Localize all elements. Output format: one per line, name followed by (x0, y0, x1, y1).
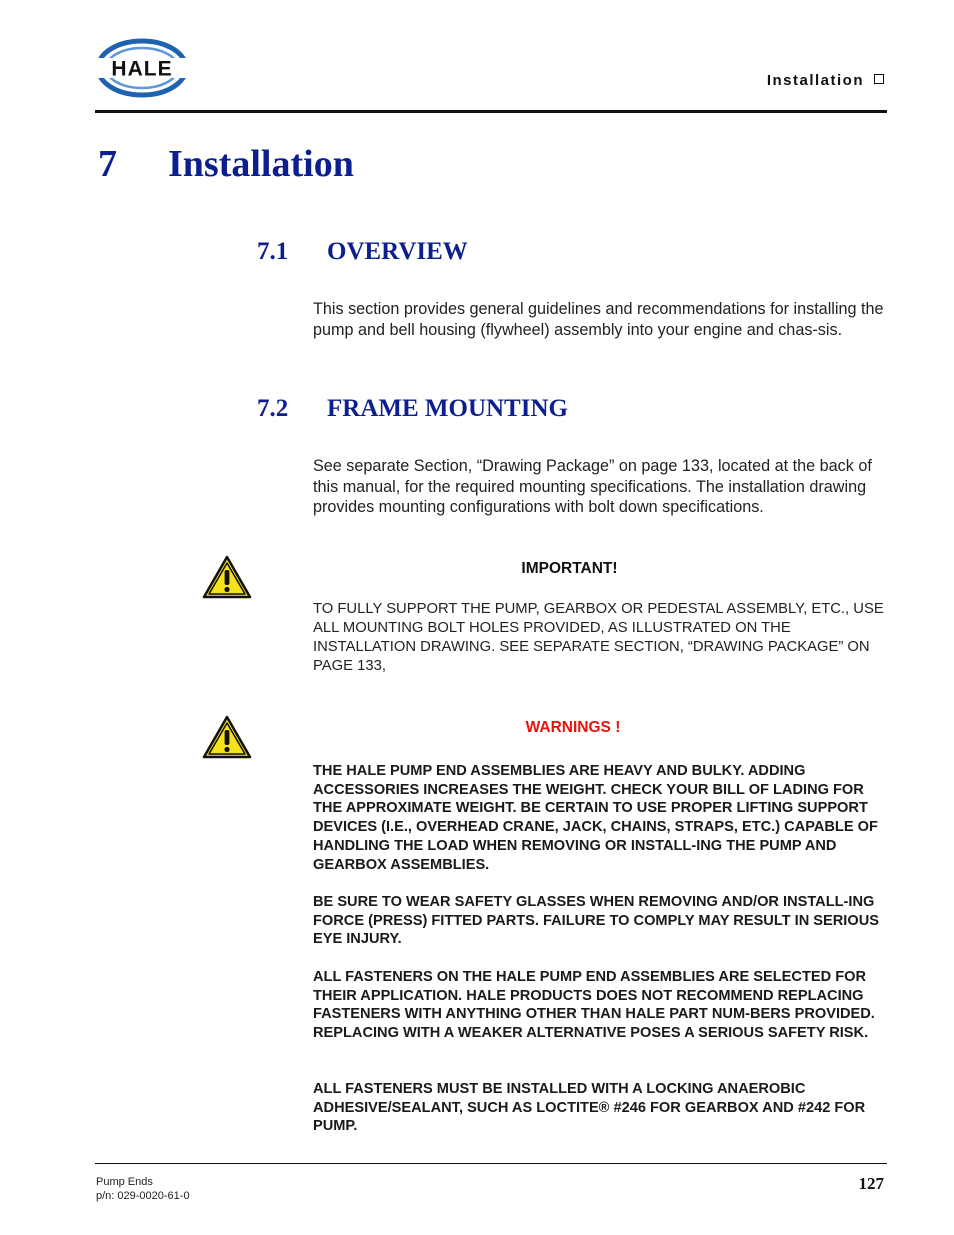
overview-paragraph: This section provides general guidelines and recommendations for installing the pump and bell housing (flywheel) assembly into your engine and chas-sis. (313, 300, 884, 339)
important-title: IMPORTANT! (521, 560, 618, 577)
warning-paragraph-safety-glasses: BE SURE TO WEAR SAFETY GLASSES WHEN REMOVING AND/OR INSTALL-ING FORCE (PRESS) FITTED PARTS. FAILURE TO COMPLY MAY RESULT IN SERIOUS EYE INJURY. (313, 894, 879, 948)
logo-text: HALE (111, 57, 173, 81)
footer-rule (95, 1163, 887, 1164)
section-number: 7.2 (257, 395, 289, 422)
footer-info (96, 1175, 190, 1203)
hale-logo (92, 36, 192, 100)
chapter-heading (98, 142, 354, 186)
section-number: 7.1 (257, 238, 289, 265)
header-rule (95, 110, 887, 113)
warning-triangle-icon (202, 715, 252, 759)
warning-paragraph-adhesive: ALL FASTENERS MUST BE INSTALLED WITH A LOCKING ANAEROBIC ADHESIVE/SEALANT, SUCH AS LOCTITE® #246 FOR GEARBOX AND #242 FOR PUMP. (313, 1081, 866, 1135)
footer-product: Pump Ends (96, 1176, 153, 1188)
warning-paragraph-lifting: THE HALE PUMP END ASSEMBLIES ARE HEAVY AND BULKY. ADDING ACCESSORIES INCREASES THE WEIGHT. CHECK YOUR BILL OF LADING FOR THE APPROXIMATE WEIGHT. BE CERTAIN TO USE PROPER LIFTING SUPPORT DEVICES (I.E., OVERHEAD CRANE, JACK, CHAINS, STRAPS, ETC.) CAPABLE OF HANDLING THE LOAD WHEN REMOVING OR INSTALL-ING THE PUMP AND GEARBOX ASSEMBLIES. (313, 763, 878, 873)
section-heading-overview (257, 238, 468, 266)
section-title: FRAME MOUNTING (327, 395, 568, 422)
warnings-title: WARNINGS ! (525, 719, 621, 736)
chapter-number: 7 (98, 143, 117, 185)
section-heading-frame-mounting (257, 395, 568, 423)
square-bullet-icon (874, 74, 884, 84)
header-section-text: Installation (766, 72, 864, 89)
section-title: OVERVIEW (327, 238, 468, 265)
warning-paragraph-fasteners: ALL FASTENERS ON THE HALE PUMP END ASSEMBLIES ARE SELECTED FOR THEIR APPLICATION. HALE PRODUCTS DOES NOT RECOMMEND REPLACING FASTENERS WITH ANYTHING OTHER THAN HALE PART NUM-BERS PROVIDED. REPLACING WITH A WEAKER ALTERNATIVE POSES A SERIOUS SAFETY RISK. (313, 969, 875, 1042)
footer-part-number: p/n: 029-0020-61-0 (96, 1190, 190, 1202)
frame-mounting-paragraph: See separate Section, “Drawing Package” on page 133, located at the back of this manual, for the required mounting specifications. The installation drawing provides mounting configurations with bolt down specifications. (313, 457, 872, 516)
chapter-title: Installation (168, 143, 354, 185)
important-text: TO FULLY SUPPORT THE PUMP, GEARBOX OR PEDESTAL ASSEMBLY, ETC., USE ALL MOUNTING BOLT HOLES PROVIDED, AS ILLUSTRATED ON THE INSTALLATION DRAWING. SEE SEPARATE SECTION, “DRAWING PACKAGE” ON PAGE 133, (313, 601, 884, 674)
header-section-label (767, 72, 884, 89)
page-number: 127 (858, 1174, 884, 1193)
warning-triangle-icon (202, 555, 252, 599)
